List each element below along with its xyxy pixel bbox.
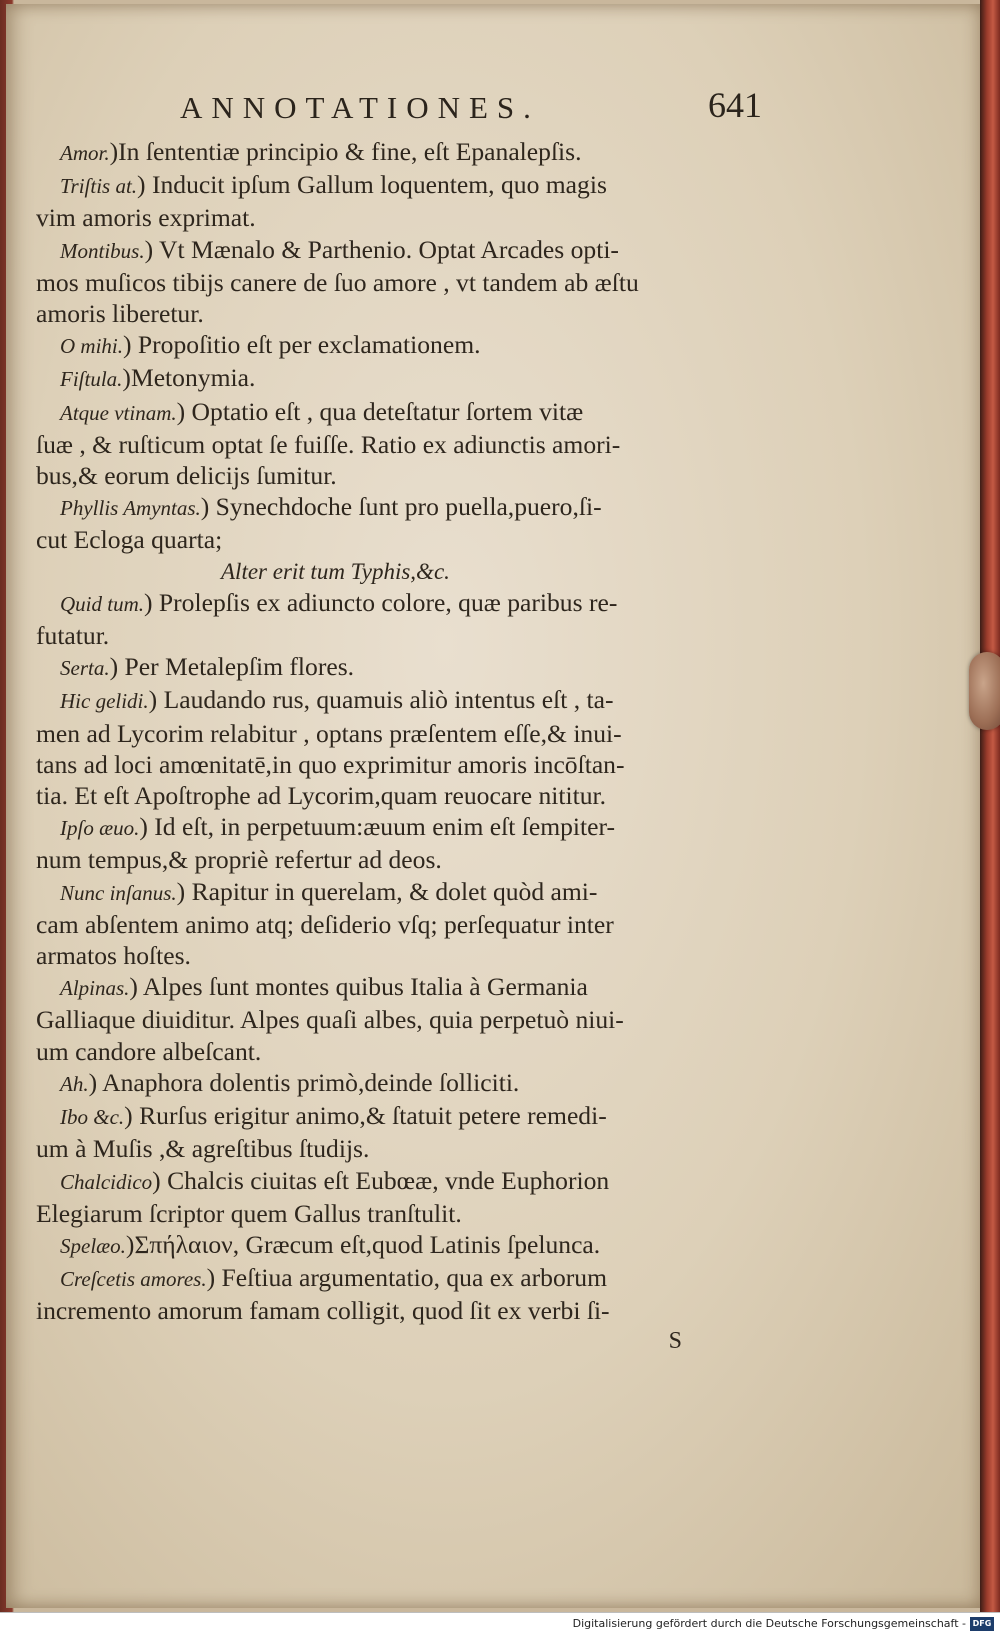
lemma: Quid tum. — [60, 591, 144, 616]
text-line — [36, 1133, 792, 1164]
lemma: Amor. — [60, 141, 110, 165]
line-text: ) Rapitur in querelam, & dolet quòd ami- — [176, 876, 598, 906]
line-text: Alter erit tum Typhis,&c. — [221, 558, 450, 584]
line-text: ) Rurſus erigitur animo,& ſtatuit petere remedi- — [124, 1101, 607, 1131]
lemma: Spelæo. — [60, 1233, 126, 1258]
text-line — [36, 556, 792, 587]
line-text: ) Id eſt, in perpetuum:æuum enim eſt ſempiter- — [139, 812, 616, 842]
text-line — [36, 429, 792, 460]
line-text: Elegiarum ſcriptor quem Gallus tranſtulit. — [36, 1198, 462, 1228]
line-text: um à Muſis ,& agreſtibus ſtudijs. — [36, 1134, 370, 1164]
text-line — [36, 1165, 792, 1198]
text-line — [36, 1036, 792, 1067]
line-text: ) Prolepſis ex adiuncto colore, quæ paribus re- — [144, 587, 618, 617]
text-line — [36, 971, 792, 1004]
line-text: futatur. — [36, 621, 110, 651]
text-line — [36, 329, 792, 362]
line-text: cam abſentem animo atq; deſiderio vſq; perſequatur inter — [36, 909, 614, 939]
line-text: ) Inducit ipſum Gallum loquentem, quo magis — [137, 170, 607, 200]
text-line — [36, 524, 792, 555]
line-text: ) Per Metalepſim flores. — [109, 652, 355, 682]
text-line — [36, 587, 792, 620]
text-line — [36, 298, 792, 329]
line-text: Galliaque diuiditur. Alpes quaſi albes, quia perpetuò niui- — [36, 1005, 624, 1035]
line-text: tans ad loci amœnitatē,in quo exprimitur amoris incōſtan- — [36, 749, 625, 779]
catchword: S — [668, 1327, 682, 1354]
line-text: tia. Et eſt Apoſtrophe ad Lycorim,quam reuocare nititur. — [36, 781, 607, 811]
text-line — [36, 718, 792, 749]
lemma: Ipſo æuo. — [60, 816, 140, 841]
text-line — [36, 396, 792, 429]
text-line — [36, 362, 792, 395]
text-line — [36, 234, 792, 267]
line-text: cut Ecloga quarta; — [36, 525, 223, 555]
line-text: incremento amorum famam colligit, quod ſit ex verbi ſi- — [36, 1296, 610, 1326]
book-fore-edge — [980, 0, 1000, 1612]
line-text: um candore albeſcant. — [36, 1036, 262, 1066]
text-line — [36, 1295, 792, 1326]
text-line — [36, 749, 792, 780]
annotation-text — [36, 136, 792, 1355]
footer-bar — [0, 1612, 1000, 1637]
text-line — [36, 811, 792, 844]
text-line — [36, 460, 792, 491]
text-line — [36, 940, 792, 971]
text-line — [36, 1100, 792, 1133]
book-clasp — [969, 652, 1000, 730]
text-line — [36, 1229, 792, 1262]
line-text: armatos hoſtes. — [36, 941, 191, 971]
text-line — [36, 651, 792, 684]
lemma: Ibo &c. — [60, 1105, 125, 1130]
lemma: Phyllis Amyntas. — [60, 496, 201, 521]
text-line — [36, 844, 792, 875]
lemma: Ah. — [60, 1071, 89, 1096]
text-line — [36, 136, 792, 169]
line-text: ſuæ , & ruſticum optat ſe fuiſſe. Ratio ex adiunctis amori- — [36, 429, 621, 459]
text-line — [36, 169, 792, 202]
line-text: ) Laudando rus, quamuis aliò intentus eſt , ta- — [148, 685, 614, 715]
line-text: ) Anaphora dolentis primò,deinde ſolliciti. — [88, 1067, 520, 1097]
lemma: Creſcetis amores. — [60, 1267, 207, 1292]
lemma: Chalcidico — [60, 1169, 153, 1194]
funding-credit: Digitalisierung gefördert durch die Deutsche Forschungsgemeinschaft - — [572, 1617, 966, 1630]
line-text: ) Chalcis ciuitas eſt Eubœæ, vnde Euphorion — [152, 1165, 610, 1195]
lemma: Triſtis at. — [60, 174, 138, 199]
line-text: men ad Lycorim relabitur , optans præſentem eſſe,& inui- — [36, 718, 622, 748]
text-line — [36, 909, 792, 940]
line-text: mos muſicos tibijs canere de ſuo amore , vt tandem ab æſtu — [36, 267, 639, 297]
line-text: ) Synechdoche ſunt pro puella,puero,ſi- — [200, 492, 602, 522]
text-line — [36, 267, 792, 298]
text-line — [36, 491, 792, 524]
lemma: Montibus. — [60, 238, 145, 263]
lemma: Atque vtinam. — [60, 400, 177, 425]
page-number: 641 — [708, 85, 762, 125]
line-text: ) Vt Mænalo & Parthenio. Optat Arcades opti- — [144, 234, 619, 264]
text-line — [36, 202, 792, 233]
line-text: bus,& eorum delicijs ſumitur. — [36, 461, 337, 491]
line-text: amoris liberetur. — [36, 299, 204, 329]
text-line — [36, 1198, 792, 1229]
text-line — [36, 1262, 792, 1295]
lemma: Hic gelidi. — [60, 689, 149, 714]
lemma: Serta. — [60, 656, 110, 681]
lemma: Alpinas. — [60, 976, 130, 1001]
line-text: ) Alpes ſunt montes quibus Italia à Germania — [129, 972, 588, 1002]
lemma: Nunc inſanus. — [60, 880, 177, 905]
text-line — [36, 684, 792, 717]
dfg-logo: DFG — [970, 1617, 994, 1631]
text-line — [36, 1067, 792, 1100]
line-text: )In ſententiæ principio & fine, eſt Epanalepſis. — [109, 137, 582, 166]
line-text: num tempus,& propriè refertur ad deos. — [36, 845, 442, 875]
text-line — [36, 780, 792, 811]
lemma: Fiſtula. — [60, 367, 123, 392]
line-text: ) Optatio eſt , qua deteſtatur ſortem vitæ — [176, 396, 584, 426]
line-text: )Σπήλαιον, Græcum eſt,quod Latinis ſpelunca. — [125, 1229, 601, 1259]
line-text: )Metonymia. — [122, 363, 256, 393]
line-text: ) Propoſitio eſt per exclamationem. — [123, 330, 481, 360]
running-head: ANNOTATIONES. — [180, 90, 540, 125]
text-line — [36, 1004, 792, 1035]
line-text: vim amoris exprimat. — [36, 203, 256, 233]
text-line — [36, 876, 792, 909]
text-line — [36, 620, 792, 651]
line-text: ) Feſtiua argumentatio, qua ex arborum — [206, 1263, 607, 1293]
lemma: O mihi. — [60, 334, 123, 359]
